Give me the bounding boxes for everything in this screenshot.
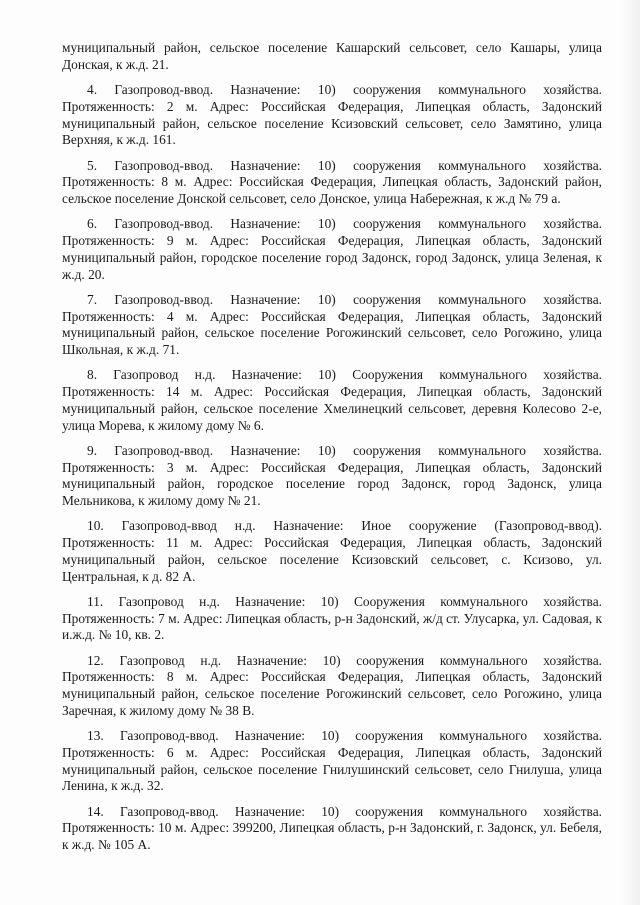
list-item-10: 10. Газопровод-ввод н.д. Назначение: Иное сооружение (Газопровод-ввод). Протяженность: 11 м. Адрес: Российская Федерация, Липецкая область, Задонский муниципальный район, сельское поселение Ксизовский сельсовет, с. Ксизово, ул. Центральная, к д. 82 А.	[62, 518, 602, 584]
list-item-14: 14. Газопровод-ввод. Назначение: 10) сооружения коммунального хозяйства. Протяженность: 10 м. Адрес: 399200, Липецкая область, р-н Задонский, г. Задонск, ул. Бебеля, к ж.д. № 105 А.	[62, 803, 602, 852]
list-item-4: 4. Газопровод-ввод. Назначение: 10) сооружения коммунального хозяйства. Протяженность: 2 м. Адрес: Российская Федерация, Липецкая область, Задонский муниципальный район, сельское поселение Ксизовский сельсовет, село Замятино, улица Верхняя, к ж.д. 161.	[62, 82, 602, 148]
paragraph-continuation: муниципальный район, сельское поселение Кашарский сельсовет, село Кашары, улица Донская, к ж.д. 21.	[62, 40, 602, 72]
list-item-13: 13. Газопровод-ввод. Назначение: 10) сооружения коммунального хозяйства. Протяженность: 6 м. Адрес: Российская Федерация, Липецкая область, Задонский муниципальный район, сельское поселение Гнилушинский сельсовет, село Гнилуша, улица Ленина, к ж.д. 32.	[62, 728, 602, 794]
list-item-6: 6. Газопровод-ввод. Назначение: 10) сооружения коммунального хозяйства. Протяженность: 9 м. Адрес: Российская Федерация, Липецкая область, Задонский муниципальный район, городское поселение город Задонск, город Задонск, улица Зеленая, к ж.д. 20.	[62, 216, 602, 282]
list-item-11: 11. Газопровод н.д. Назначение: 10) Сооружения коммунального хозяйства. Протяженность: 7 м. Адрес: Липецкая область, р-н Задонский, ж/д ст. Улусарка, ул. Садовая, к и.ж.д. № 10, кв. 2.	[62, 593, 602, 643]
list-item-7: 7. Газопровод-ввод. Назначение: 10) сооружения коммунального хозяйства. Протяженность: 4 м. Адрес: Российская Федерация, Липецкая область, Задонский муниципальный район, сельское поселение Рогожинский сельсовет, село Рогожино, улица Школьная, к ж.д. 71.	[62, 291, 602, 357]
list-item-8: 8. Газопровод н.д. Назначение: 10) Сооружения коммунального хозяйства. Протяженность: 14 м. Адрес: Российская Федерация, Липецкая область, Задонский муниципальный район, сельское поселение Хмелинецкий сельсовет, деревня Колесово 2-е, улица Морева, к жилому дому № 6.	[62, 367, 602, 433]
document-body	[62, 40, 602, 862]
list-item-9: 9. Газопровод-ввод. Назначение: 10) сооружения коммунального хозяйства. Протяженность: 3 м. Адрес: Российская Федерация, Липецкая область, Задонский муниципальный район, городское поселение город Задонск, город Задонск, улица Мельникова, к жилому дому № 21.	[62, 442, 602, 508]
list-item-12: 12. Газопровод н.д. Назначение: 10) сооружения коммунального хозяйства. Протяженность: 8 м. Адрес: Российская Федерация, Липецкая область, Задонский муниципальный район, сельское поселение Рогожинский сельсовет, село Рогожино, улица Заречная, к жилому дому № 38 В.	[62, 652, 602, 718]
list-item-5: 5. Газопровод-ввод. Назначение: 10) сооружения коммунального хозяйства. Протяженность: 8 м. Адрес: Российская Федерация, Липецкая область, Задонский район, сельское поселение Донской сельсовет, село Донское, улица Набережная, к ж.д № 79 а.	[62, 157, 602, 206]
